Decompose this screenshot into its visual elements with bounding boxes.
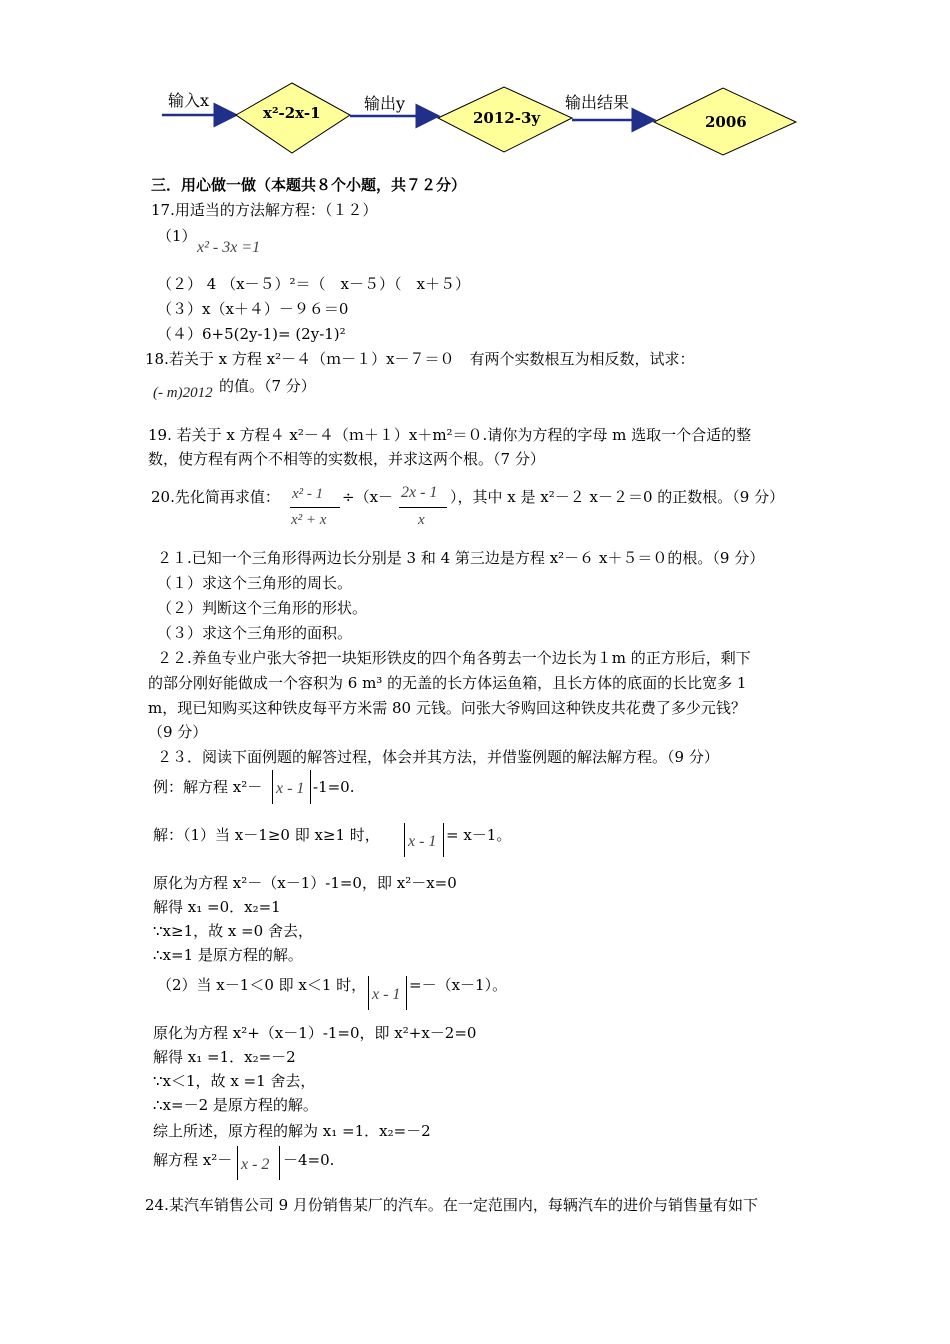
q21-sub2: （２）判断这个三角形的形状。 bbox=[157, 599, 368, 617]
q20-frac1-num: x² - 1 bbox=[292, 486, 324, 502]
q20-frac2-num: 2x - 1 bbox=[401, 484, 438, 501]
q23-row3: ∵x≥1，故 x =0 舍去， bbox=[153, 922, 313, 940]
q23-row7: ∵x＜1，故 x =1 舍去， bbox=[153, 1072, 316, 1090]
q23-intro: ２３．阅读下面例题的解答过程，体会并其方法，并借鉴例题的解法解方程。（9 分） bbox=[157, 748, 719, 766]
q23-task-abs-left bbox=[237, 1146, 238, 1180]
q23-sol1-abs-right bbox=[443, 823, 444, 857]
q23-row6: 解得 x₁ =1．x₂=－2 bbox=[153, 1048, 296, 1066]
section-title: 三．用心做一做（本题共８个小题，共７２分） bbox=[151, 176, 467, 194]
q20-frac2-bar bbox=[399, 507, 447, 508]
q24-line1: 24.某汽车销售公司 9 月份销售某厂的汽车。在一定范围内，每辆汽车的进价与销售量有如下 bbox=[145, 1196, 758, 1214]
q23-sol2-abs-left bbox=[368, 976, 369, 1010]
q20-frac2-den: x bbox=[418, 512, 425, 528]
q23-example-abs-left bbox=[272, 770, 273, 804]
q21-sub3: （３）求这个三角形的面积。 bbox=[157, 624, 353, 642]
q21-sub1: （１）求这个三角形的周长。 bbox=[157, 574, 353, 592]
q23-sol2-abs-right bbox=[406, 976, 407, 1010]
q23-example-abs-right bbox=[310, 770, 311, 804]
q22-line4: （9 分） bbox=[148, 723, 208, 741]
q23-example-suffix: -1=0. bbox=[313, 778, 355, 796]
q23-task-suffix: －4=0. bbox=[283, 1151, 335, 1169]
q17-part3: （３）x（x＋４）－９６＝0 bbox=[157, 300, 349, 318]
q20-prefix: 20.先化简再求值： bbox=[151, 488, 280, 506]
q23-example-abs: x - 1 bbox=[276, 780, 305, 797]
q19-line2: 数，使方程有两个不相等的实数根，并求这两个根。（7 分） bbox=[148, 450, 545, 468]
q23-task-abs: x - 2 bbox=[241, 1156, 270, 1173]
q20-frac1-den: x² + x bbox=[291, 512, 327, 528]
q23-task-prefix: 解方程 x²－ bbox=[153, 1151, 233, 1169]
q17-part2: （２） 4 （x－５）²＝（ x－５）（ x＋５） bbox=[157, 275, 470, 293]
q17-title: 17.用适当的方法解方程：（１２） bbox=[151, 201, 378, 219]
flowchart bbox=[0, 0, 950, 165]
flow-box2-text: 2012-3y bbox=[473, 109, 541, 127]
q23-row8: ∴x=－2 是原方程的解。 bbox=[153, 1096, 318, 1114]
flow-output-y-label: 输出y bbox=[364, 94, 406, 113]
q22-line1: ２２.养鱼专业户张大爷把一块矩形铁皮的四个角各剪去一个边长为１m 的正方形后，剩下 bbox=[157, 649, 751, 667]
q17-part1-expr: x² - 3x =1 bbox=[197, 239, 261, 256]
q23-sol1-prefix: 解：（1）当 x－1≥0 即 x≥1 时， bbox=[153, 826, 380, 844]
q23-row4: ∴x=1 是原方程的解。 bbox=[153, 946, 303, 964]
q23-row1: 原化为方程 x²－（x－1）-1=0，即 x²－x=0 bbox=[153, 874, 457, 892]
q21-line1: ２１.已知一个三角形得两边长分别是 3 和 4 第三边是方程 x²－６ x＋５＝０的根。（9 分） bbox=[157, 549, 765, 567]
q22-line3: m，现已知购买这种铁皮每平方米需 80 元钱。问张大爷购回这种铁皮共花费了多少元钱？ bbox=[148, 699, 746, 717]
q23-task-abs-right bbox=[279, 1146, 280, 1180]
flow-box3-text: 2006 bbox=[705, 113, 747, 131]
q23-sol2-prefix: （2）当 x－1＜0 即 x＜1 时， bbox=[157, 976, 367, 994]
q23-sol1-abs: x - 1 bbox=[408, 833, 437, 850]
flow-output-result-label: 输出结果 bbox=[565, 93, 630, 112]
q18-line1: 18.若关于 x 方程 x²－４（ｍ－１）x－７＝０ 有两个实数根互为相反数，试求： bbox=[145, 350, 695, 368]
q23-sol2-suffix: =－（x－1）。 bbox=[409, 976, 508, 994]
q17-part1-label: （1） bbox=[157, 227, 197, 245]
q18-expr: (- m)2012 bbox=[153, 385, 213, 401]
q20-mid: ÷（x－ bbox=[342, 488, 394, 506]
q19-line1: 19. 若关于 x 方程４ x²－４（ｍ＋１）x＋m²＝０.请你为方程的字母 m 选取一个合适的整 bbox=[148, 426, 752, 444]
q23-sol2-abs: x - 1 bbox=[372, 986, 401, 1003]
q22-line2: 的部分刚好能做成一个容积为 6 m³ 的无盖的长方体运鱼箱，且长方体的底面的长比宽多 1 bbox=[148, 674, 747, 692]
q23-example-prefix: 例：解方程 x²－ bbox=[153, 778, 263, 796]
flow-input-label: 输入x bbox=[168, 91, 210, 110]
q18-line2-tail: 的值。（7 分） bbox=[219, 377, 316, 395]
q23-row9: 综上所述，原方程的解为 x₁ =1．x₂=－2 bbox=[153, 1122, 431, 1140]
q23-sol1-abs-left bbox=[404, 823, 405, 857]
q20-suffix: ），其中 x 是 x²－２ x－２＝0 的正数根。（9 分） bbox=[450, 488, 785, 506]
flow-box1-text: x²-2x-1 bbox=[263, 104, 321, 122]
q23-row5: 原化为方程 x²+（x－1）-1=0，即 x²+x－2=0 bbox=[153, 1024, 477, 1042]
q23-row2: 解得 x₁ =0．x₂=1 bbox=[153, 898, 281, 916]
q17-part4: （４）6+5(2y-1)= (2y-1)² bbox=[157, 325, 346, 343]
q23-sol1-suffix: = x－1。 bbox=[446, 826, 512, 844]
q20-frac1-bar bbox=[290, 507, 340, 508]
